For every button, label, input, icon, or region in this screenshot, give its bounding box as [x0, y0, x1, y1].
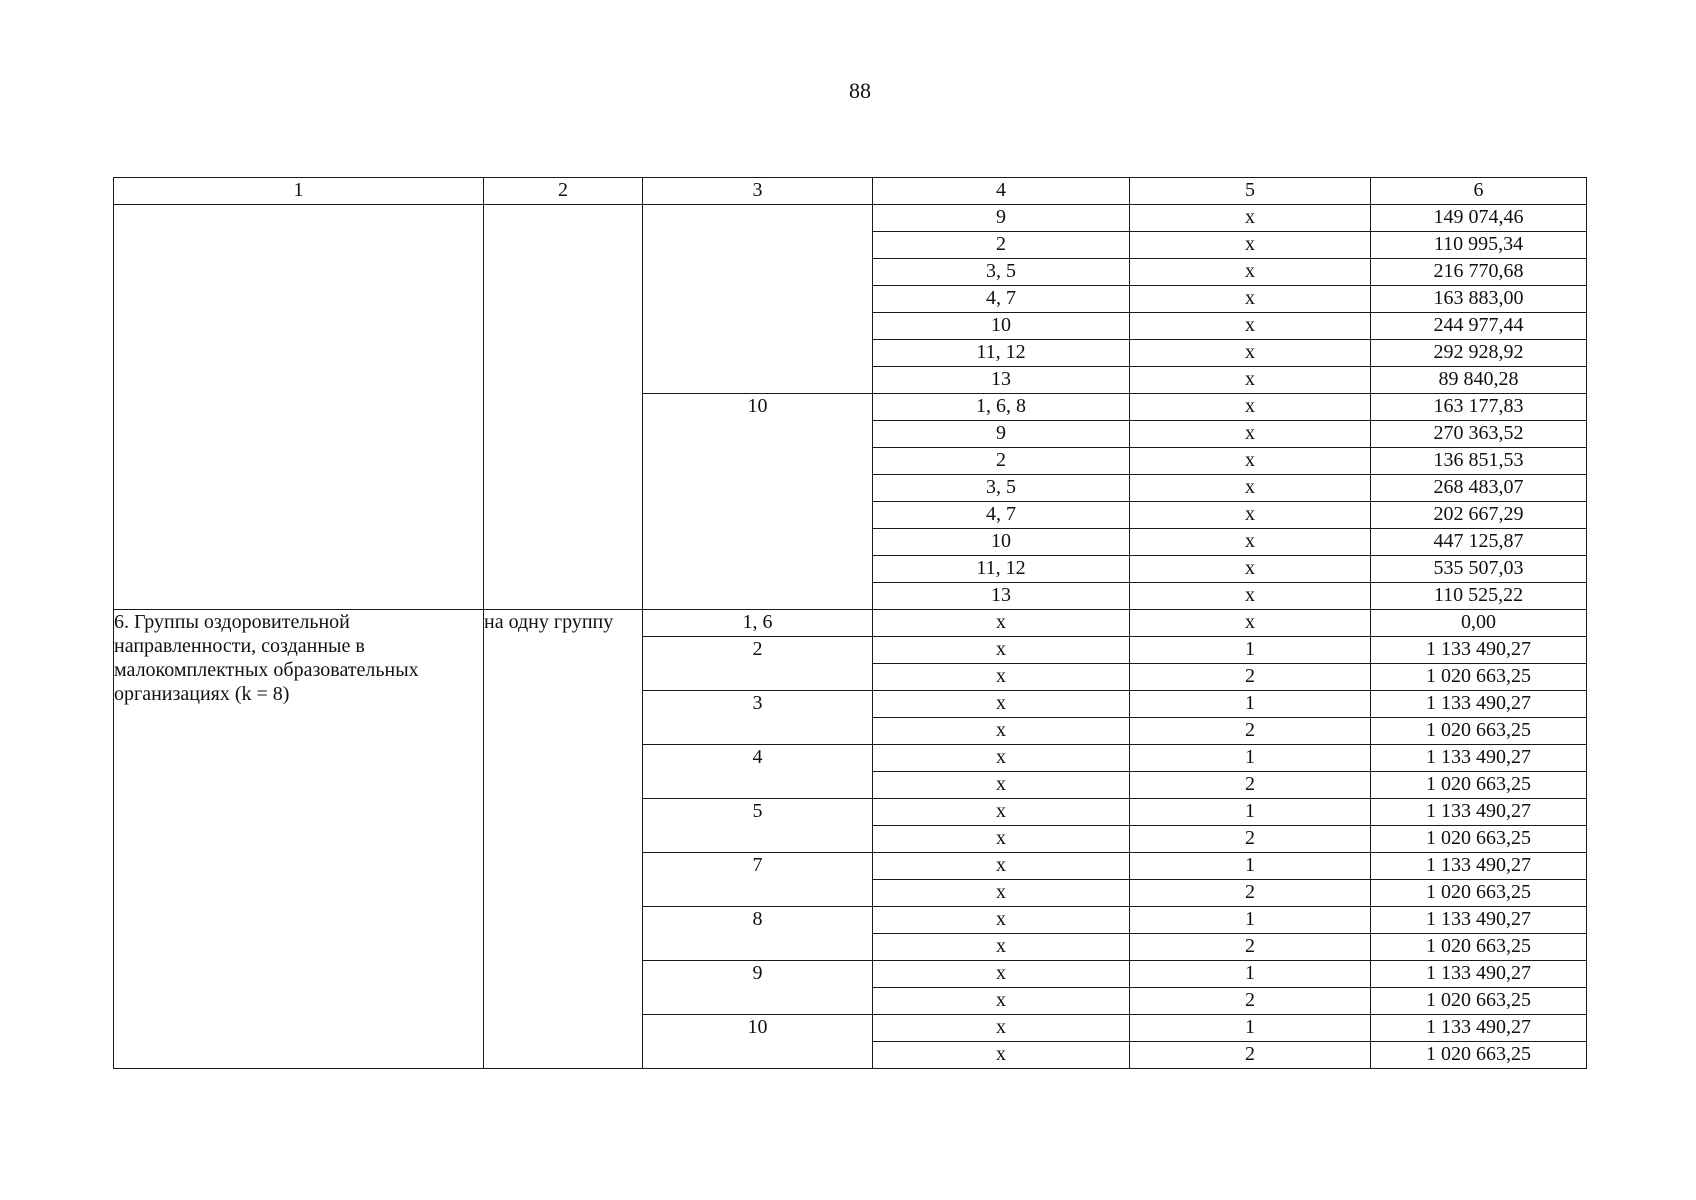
section-title-cell: 6. Группы оздоровительной направленности, созданные в малокомплектных образовательных организациях (k = 8): [114, 610, 484, 1069]
program-code-cell: 4, 7: [873, 286, 1130, 313]
amount-cell: 1 020 663,25: [1371, 718, 1587, 745]
category-cell: 1, 6: [643, 610, 873, 637]
category-cell: 7: [643, 853, 873, 907]
program-code-cell: х: [873, 961, 1130, 988]
amount-cell: 1 020 663,25: [1371, 1042, 1587, 1069]
tariff-table: [113, 177, 1587, 1069]
table-row: [114, 610, 1587, 637]
program-code-cell: х: [873, 826, 1130, 853]
amount-cell: 535 507,03: [1371, 556, 1587, 583]
group-cell: 2: [1130, 934, 1371, 961]
group-cell: х: [1130, 556, 1371, 583]
group-cell: 1: [1130, 853, 1371, 880]
amount-cell: 1 133 490,27: [1371, 961, 1587, 988]
amount-cell: 110 995,34: [1371, 232, 1587, 259]
group-cell: х: [1130, 340, 1371, 367]
amount-cell: 1 133 490,27: [1371, 1015, 1587, 1042]
group-cell: х: [1130, 313, 1371, 340]
group-cell: х: [1130, 394, 1371, 421]
category-cell: 5: [643, 799, 873, 853]
category-cell: 9: [643, 961, 873, 1015]
group-cell: 2: [1130, 988, 1371, 1015]
program-code-cell: х: [873, 799, 1130, 826]
group-cell: х: [1130, 367, 1371, 394]
program-code-cell: 10: [873, 529, 1130, 556]
amount-cell: 268 483,07: [1371, 475, 1587, 502]
category-cell: 10: [643, 1015, 873, 1069]
group-cell: 1: [1130, 637, 1371, 664]
program-code-cell: 2: [873, 448, 1130, 475]
amount-cell: 89 840,28: [1371, 367, 1587, 394]
group-cell: 2: [1130, 1042, 1371, 1069]
group-cell: х: [1130, 232, 1371, 259]
program-code-cell: 9: [873, 421, 1130, 448]
amount-cell: 1 133 490,27: [1371, 853, 1587, 880]
group-cell: х: [1130, 529, 1371, 556]
amount-cell: 136 851,53: [1371, 448, 1587, 475]
amount-cell: 163 883,00: [1371, 286, 1587, 313]
program-code-cell: х: [873, 1042, 1130, 1069]
program-code-cell: х: [873, 934, 1130, 961]
program-code-cell: х: [873, 772, 1130, 799]
amount-cell: 149 074,46: [1371, 205, 1587, 232]
amount-cell: 1 133 490,27: [1371, 907, 1587, 934]
amount-cell: 447 125,87: [1371, 529, 1587, 556]
amount-cell: 1 020 663,25: [1371, 880, 1587, 907]
group-cell: х: [1130, 259, 1371, 286]
amount-cell: 202 667,29: [1371, 502, 1587, 529]
group-cell: 1: [1130, 961, 1371, 988]
program-code-cell: 4, 7: [873, 502, 1130, 529]
amount-cell: 292 928,92: [1371, 340, 1587, 367]
amount-cell: 216 770,68: [1371, 259, 1587, 286]
page-number: 88: [849, 78, 871, 103]
program-code-cell: х: [873, 745, 1130, 772]
category-cell: 2: [643, 637, 873, 691]
group-cell: 1: [1130, 745, 1371, 772]
group-cell: х: [1130, 502, 1371, 529]
unit-cell: на одну группу: [484, 610, 643, 1069]
amount-cell: 1 020 663,25: [1371, 826, 1587, 853]
program-code-cell: 1, 6, 8: [873, 394, 1130, 421]
column-header: 2: [484, 178, 643, 205]
group-cell: 2: [1130, 772, 1371, 799]
group-cell: 1: [1130, 691, 1371, 718]
amount-cell: 1 020 663,25: [1371, 934, 1587, 961]
program-code-cell: 10: [873, 313, 1130, 340]
group-cell: х: [1130, 583, 1371, 610]
program-code-cell: х: [873, 853, 1130, 880]
amount-cell: 244 977,44: [1371, 313, 1587, 340]
column-header: 5: [1130, 178, 1371, 205]
program-code-cell: х: [873, 718, 1130, 745]
program-code-cell: х: [873, 988, 1130, 1015]
program-code-cell: 2: [873, 232, 1130, 259]
continued-category-cell: [643, 205, 873, 394]
column-header: 1: [114, 178, 484, 205]
category-cell: 4: [643, 745, 873, 799]
group-cell: 2: [1130, 718, 1371, 745]
group-cell: 2: [1130, 880, 1371, 907]
amount-cell: 1 133 490,27: [1371, 745, 1587, 772]
program-code-cell: 13: [873, 583, 1130, 610]
column-header: 3: [643, 178, 873, 205]
program-code-cell: х: [873, 610, 1130, 637]
program-code-cell: 9: [873, 205, 1130, 232]
group-cell: 1: [1130, 1015, 1371, 1042]
amount-cell: 270 363,52: [1371, 421, 1587, 448]
table-header-row: [114, 178, 1587, 205]
group-cell: х: [1130, 448, 1371, 475]
continued-name-cell: [114, 205, 484, 610]
program-code-cell: х: [873, 637, 1130, 664]
group-cell: 2: [1130, 664, 1371, 691]
amount-cell: 1 133 490,27: [1371, 637, 1587, 664]
program-code-cell: х: [873, 907, 1130, 934]
program-code-cell: 3, 5: [873, 475, 1130, 502]
program-code-cell: х: [873, 664, 1130, 691]
column-header: 6: [1371, 178, 1587, 205]
group-cell: х: [1130, 205, 1371, 232]
table-row: [114, 205, 1587, 232]
amount-cell: 1 133 490,27: [1371, 691, 1587, 718]
group-cell: х: [1130, 286, 1371, 313]
category-cell: 10: [643, 394, 873, 610]
group-cell: х: [1130, 475, 1371, 502]
category-cell: 3: [643, 691, 873, 745]
group-cell: 2: [1130, 826, 1371, 853]
group-cell: 1: [1130, 799, 1371, 826]
amount-cell: 0,00: [1371, 610, 1587, 637]
program-code-cell: 3, 5: [873, 259, 1130, 286]
group-cell: х: [1130, 421, 1371, 448]
amount-cell: 1 020 663,25: [1371, 772, 1587, 799]
program-code-cell: 11, 12: [873, 340, 1130, 367]
group-cell: х: [1130, 610, 1371, 637]
continued-unit-cell: [484, 205, 643, 610]
program-code-cell: 13: [873, 367, 1130, 394]
program-code-cell: х: [873, 691, 1130, 718]
program-code-cell: х: [873, 880, 1130, 907]
amount-cell: 110 525,22: [1371, 583, 1587, 610]
column-header: 4: [873, 178, 1130, 205]
amount-cell: 163 177,83: [1371, 394, 1587, 421]
program-code-cell: 11, 12: [873, 556, 1130, 583]
program-code-cell: х: [873, 1015, 1130, 1042]
amount-cell: 1 133 490,27: [1371, 799, 1587, 826]
category-cell: 8: [643, 907, 873, 961]
group-cell: 1: [1130, 907, 1371, 934]
amount-cell: 1 020 663,25: [1371, 988, 1587, 1015]
amount-cell: 1 020 663,25: [1371, 664, 1587, 691]
